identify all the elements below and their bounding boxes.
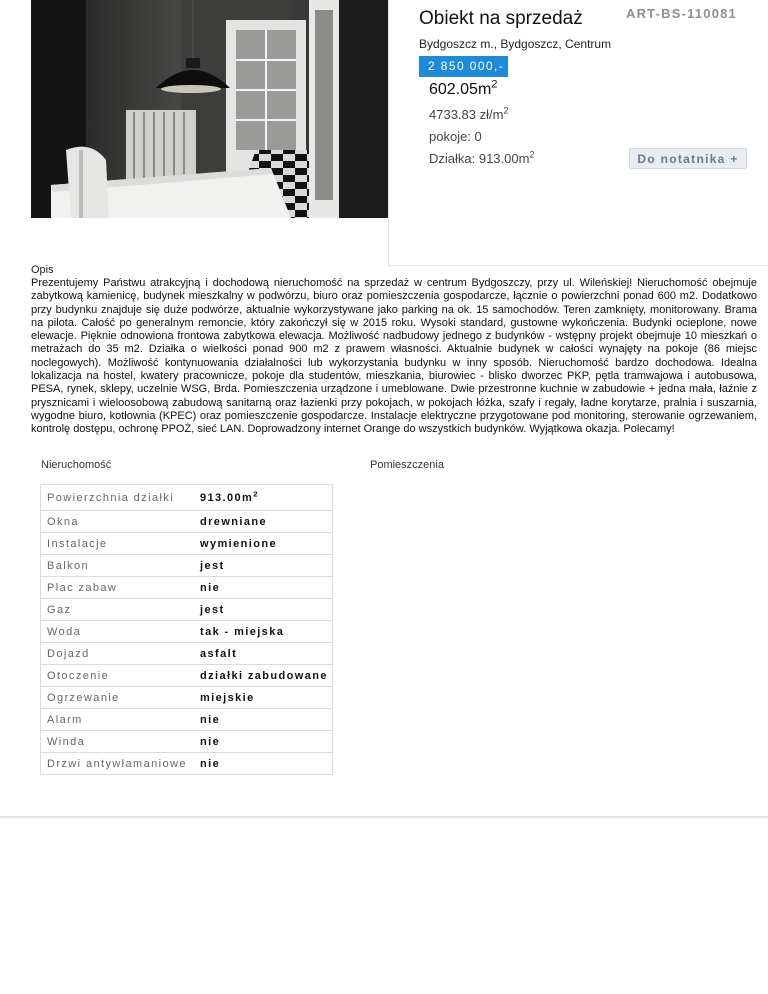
interior-photo-image (31, 0, 390, 218)
property-key: Plac zabaw (41, 577, 196, 599)
area-unit-superscript: 2 (491, 78, 498, 91)
area-value-text: 602.05m (429, 81, 492, 98)
tab-property[interactable]: Nieruchomość (41, 459, 112, 471)
property-row (41, 511, 333, 533)
plot-area-superscript: 2 (529, 149, 535, 160)
property-key: Gaz (41, 599, 196, 621)
property-value (195, 731, 333, 753)
price-per-m2-superscript: 2 (503, 105, 509, 116)
property-value-text: miejskie (200, 691, 255, 704)
tab-rooms[interactable]: Pomieszczenia (370, 459, 444, 471)
listing-title: Obiekt na sprzedaż (419, 8, 583, 29)
property-value-text: 913.00m (200, 491, 254, 504)
property-value (195, 577, 333, 599)
property-value-text: nie (200, 735, 221, 748)
property-value-superscript: 2 (253, 488, 259, 498)
property-value (195, 665, 333, 687)
rooms-count: pokoje: 0 (429, 129, 482, 144)
property-key: Okna (41, 511, 196, 533)
property-row (41, 555, 333, 577)
property-value (195, 533, 333, 555)
property-key: Alarm (41, 709, 196, 731)
property-row (41, 485, 333, 511)
property-row (41, 533, 333, 555)
property-key: Ogrzewanie (41, 687, 196, 709)
property-value (195, 621, 333, 643)
property-row (41, 621, 333, 643)
listing-reference-number: ART-BS-110081 (626, 6, 737, 21)
property-row (41, 753, 333, 775)
area-value (429, 78, 498, 99)
price-badge: 2 850 000,- (419, 56, 508, 77)
property-value (195, 485, 333, 511)
property-value-text: wymienione (200, 537, 277, 550)
property-key: Instalacje (41, 533, 196, 555)
property-value-text: działki zabudowane (200, 669, 328, 682)
add-to-notebook-button[interactable]: Do notatnika + (629, 148, 747, 169)
property-value-text: drewniane (200, 515, 268, 528)
property-key: Drzwi antywłamaniowe (41, 753, 196, 775)
listing-location: Bydgoszcz m., Bydgoszcz, Centrum (419, 37, 612, 51)
description-text: Prezentujemy Państwu atrakcyjną i dochodową nieruchomość na sprzedaż w centrum Bydgoszczy, przy ul. Wileńskiej! Nieruchomość obejmuje zabytkową kamienicę, budynek mieszkalny w podwórzu, biuro oraz pomieszczenia gospodarcze, łącznie o powierzchni ponad 600 m2. Dodatkowo przy budynku znajduje się duże podwórze, aktualnie wykorzystywane jako parking na ok. 15 samochodów. Teren zamknięty, monitorowany. Brama na pilota. Całość po generalnym remoncie, który zakończył się w 2015 roku. Wysoki standard, gustowne wykończenia. Budynki ocieplone, nowe elewacje. Pięknie odnowiona frontowa zabytkowa elewacja. Możliwość nadbudowy jednego z budynków - wstępny projekt obejmuje 10 mieszkań o metrażach do 35 m2. Działka o wielkości ponad 900 m2 z prawem własności. Aktualnie budynek w całości wynajęty na pokoje (86 miejsc noclegowych). Możliwość kontynuowania działalności lub wykorzystania budynku w inny sposób. Nieruchomość bardzo dochodowa. Idealna lokalizacja na hostel, kwatery pracownicze, pokoje dla studentów, mieszkania, biurowiec - blisko dworzec PKP, pętla tramwajowa i autobusowa, PESA, rynek, sklepy, uczelnie WSG, Brda. Pomieszczenia urządzone i umeblowane. Dwie przestronne kuchnie w zabudowie + jedna mała, łaźnie z prysznicami i wieloosobową zabudową sanitarną oraz łazienki przy pokojach, w pokojach łóżka, szafy i regały, ładne korytarze, pralnia i suszarnia, wygodne biuro, kotłownia (KPEC) oraz pomieszczenie gospodarcze. Instalacje elektryczne przygotowane pod monitoring, sterowanie ogrzewaniem, kontrolę dostępu, ochronę PPOŻ, sieć LAN. Doprowadzony internet Orange do wszystkich budynków. Wyjątkowa okazja. Polecamy! (31, 277, 757, 436)
property-value-text: nie (200, 713, 221, 726)
property-details-table (40, 484, 333, 775)
property-value (195, 599, 333, 621)
plot-area (429, 151, 535, 166)
property-row (41, 709, 333, 731)
property-row (41, 665, 333, 687)
property-value-text: jest (200, 603, 225, 616)
property-key: Otoczenie (41, 665, 196, 687)
plot-area-text: Działka: 913.00m (429, 151, 530, 166)
property-value-text: nie (200, 757, 221, 770)
property-row (41, 687, 333, 709)
property-key: Woda (41, 621, 196, 643)
property-key: Balkon (41, 555, 196, 577)
property-row (41, 731, 333, 753)
property-value-text: asfalt (200, 647, 238, 660)
property-value-text: jest (200, 559, 225, 572)
property-photo[interactable] (31, 0, 390, 218)
property-row (41, 577, 333, 599)
property-value (195, 643, 333, 665)
footer-divider (0, 816, 768, 818)
property-row (41, 643, 333, 665)
price-per-m2 (429, 107, 509, 122)
property-value (195, 753, 333, 775)
property-value (195, 709, 333, 731)
property-value-text: tak - miejska (200, 625, 285, 638)
description-heading: Opis (31, 264, 54, 276)
property-key: Dojazd (41, 643, 196, 665)
property-value (195, 687, 333, 709)
property-row (41, 599, 333, 621)
price-per-m2-text: 4733.83 zł/m (429, 107, 504, 122)
property-value (195, 511, 333, 533)
property-key: Winda (41, 731, 196, 753)
property-value (195, 555, 333, 577)
property-value-text: nie (200, 581, 221, 594)
property-key: Powierzchnia działki (41, 485, 196, 511)
